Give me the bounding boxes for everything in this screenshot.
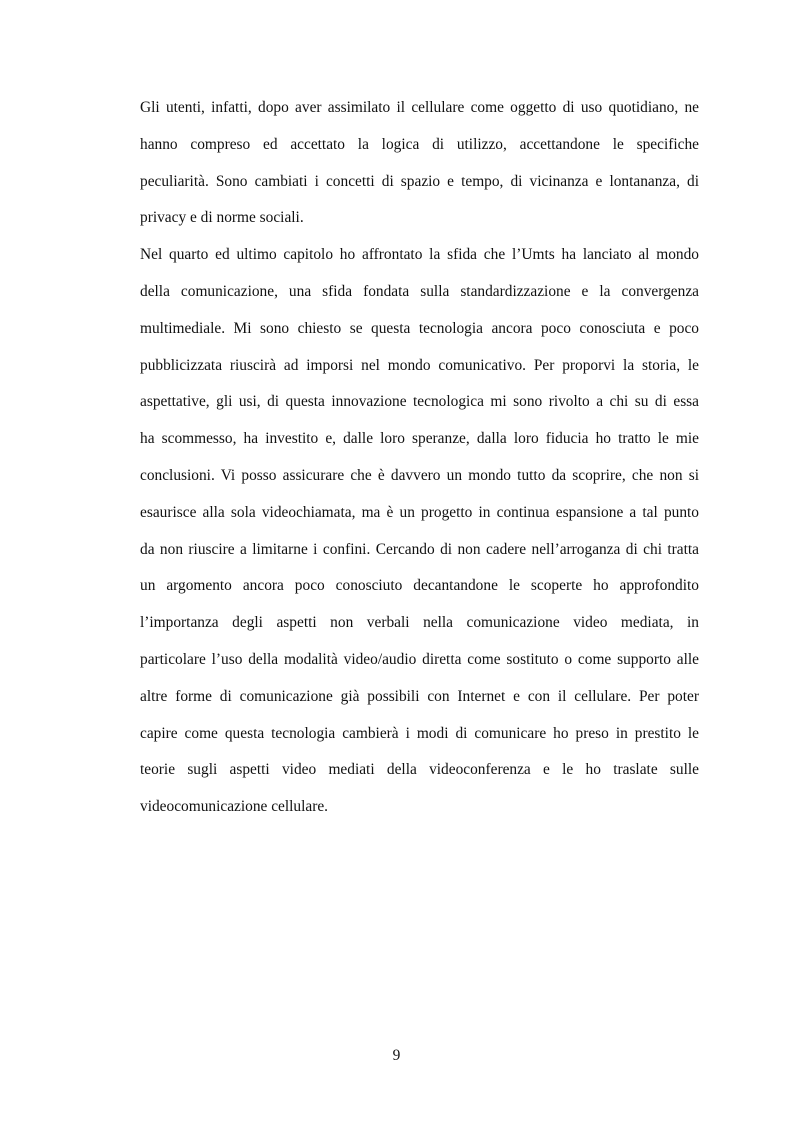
text-line: Nel quarto ed ultimo capitolo ho affrontato la sfida che l’Umts ha lanciato al mondo: [140, 246, 699, 264]
text-line: privacy e di norme sociali.: [140, 209, 304, 227]
text-line: aspettative, gli usi, di questa innovazione tecnologica mi sono rivolto a chi su di essa: [140, 393, 699, 411]
text-line: capire come questa tecnologia cambierà i modi di comunicare ho preso in prestito le: [140, 724, 699, 742]
text-line: altre forme di comunicazione già possibili con Internet e con il cellulare. Per poter: [140, 687, 699, 705]
text-line: Gli utenti, infatti, dopo aver assimilato il cellulare come oggetto di uso quotidiano, ne: [140, 99, 699, 116]
text-line: particolare l’uso della modalità video/audio diretta come sostituto o come supporto alle: [140, 650, 699, 668]
text-line: un argomento ancora poco conosciuto decantandone le scoperte ho approfondito: [140, 577, 699, 595]
text-line: peculiarità. Sono cambiati i concetti di spazio e tempo, di vicinanza e lontananza, di: [140, 172, 699, 190]
text-line: videocomunicazione cellulare.: [140, 798, 329, 816]
paragraph-1: [140, 90, 699, 237]
text-line: esaurisce alla sola videochiamata, ma è un progetto in continua espansione a tal punto: [140, 503, 699, 521]
text-line: teorie sugli aspetti video mediati della videoconferenza e le ho traslate sulle: [140, 761, 699, 779]
paragraph-2: [140, 237, 699, 826]
text-line: della comunicazione, una sfida fondata sulla standardizzazione e la convergenza: [140, 282, 699, 300]
text-line: conclusioni. Vi posso assicurare che è davvero un mondo tutto da scoprire, che non si: [140, 466, 699, 484]
body-text: [140, 90, 699, 826]
text-line: ha scommesso, ha investito e, dalle loro speranze, dalla loro fiducia ho tratto le mie: [140, 430, 699, 448]
text-line: l’importanza degli aspetti non verbali nella comunicazione video mediata, in: [140, 614, 699, 632]
text-line: hanno compreso ed accettato la logica di utilizzo, accettandone le specifiche: [140, 135, 699, 153]
text-line: da non riuscire a limitarne i confini. Cercando di non cadere nell’arroganza di chi tratta: [140, 540, 699, 558]
text-line: multimediale. Mi sono chiesto se questa tecnologia ancora poco conosciuta e poco: [140, 319, 699, 337]
page-number: 9: [392, 1047, 401, 1064]
text-line: pubblicizzata riuscirà ad imporsi nel mondo comunicativo. Per proporvi la storia, le: [140, 356, 699, 374]
